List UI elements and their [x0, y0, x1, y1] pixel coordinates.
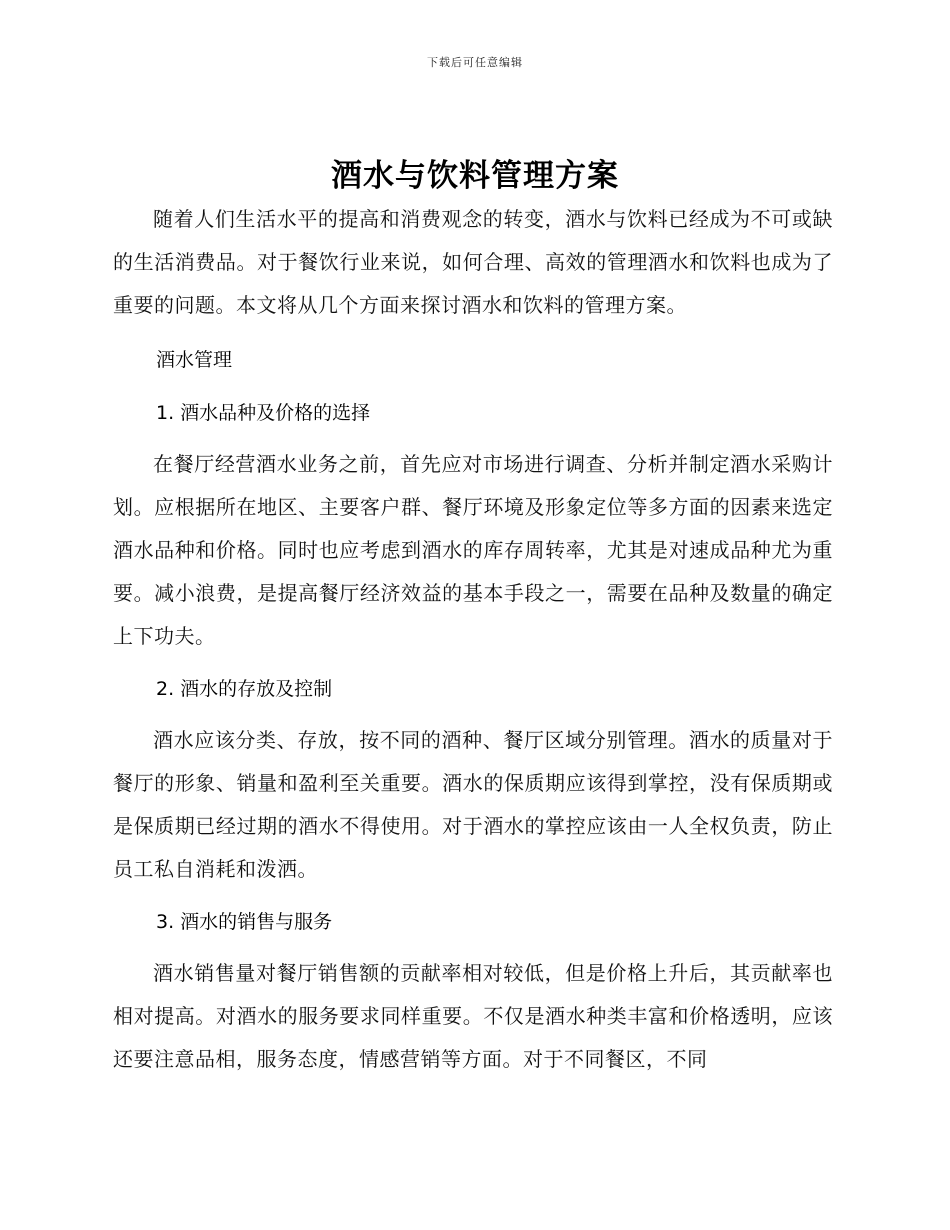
section-3-paragraph: 酒水销售量对餐厅销售额的贡献率相对较低，但是价格上升后，其贡献率也相对提高。对酒水的服务要求同样重要。不仅是酒水种类丰富和价格透明，应该还要注意品相，服务态度，情感营销等方面。对于不同餐区，不同 — [113, 961, 833, 1071]
section-2-paragraph: 酒水应该分类、存放，按不同的酒种、餐厅区域分别管理。酒水的质量对于餐厅的形象、销量和盈利至关重要。酒水的保质期应该得到掌控，没有保质期或是保质期已经过期的酒水不得使用。对于酒水的掌控应该由一人全权负责，防止员工私自消耗和泼洒。 — [113, 728, 833, 881]
section-heading-2: 2. 酒水的存放及控制 — [156, 678, 333, 700]
page-header: 下载后可任意编辑 — [427, 56, 523, 69]
section-1-paragraph: 在餐厅经营酒水业务之前，首先应对市场进行调查、分析并制定酒水采购计划。应根据所在地区、主要客户群、餐厅环境及形象定位等多方面的因素来选定酒水品种和价格。同时也应考虑到酒水的库存周转率，尤其是对速成品种尤为重要。减小浪费，是提高餐厅经济效益的基本手段之一，需要在品种及数量的确定上下功夫。 — [113, 452, 833, 648]
section-heading-main: 酒水管理 — [156, 349, 233, 371]
document-title: 酒水与饮料管理方案 — [331, 158, 619, 194]
section-heading-3: 3. 酒水的销售与服务 — [156, 911, 333, 933]
section-heading-1: 1. 酒水品种及价格的选择 — [156, 402, 371, 424]
document-body — [113, 198, 833, 1081]
intro-paragraph: 随着人们生活水平的提高和消费观念的转变，酒水与饮料已经成为不可或缺的生活消费品。对于餐饮行业来说，如何合理、高效的管理酒水和饮料也成为了重要的问题。本文将从几个方面来探讨酒水和饮料的管理方案。 — [113, 207, 833, 317]
